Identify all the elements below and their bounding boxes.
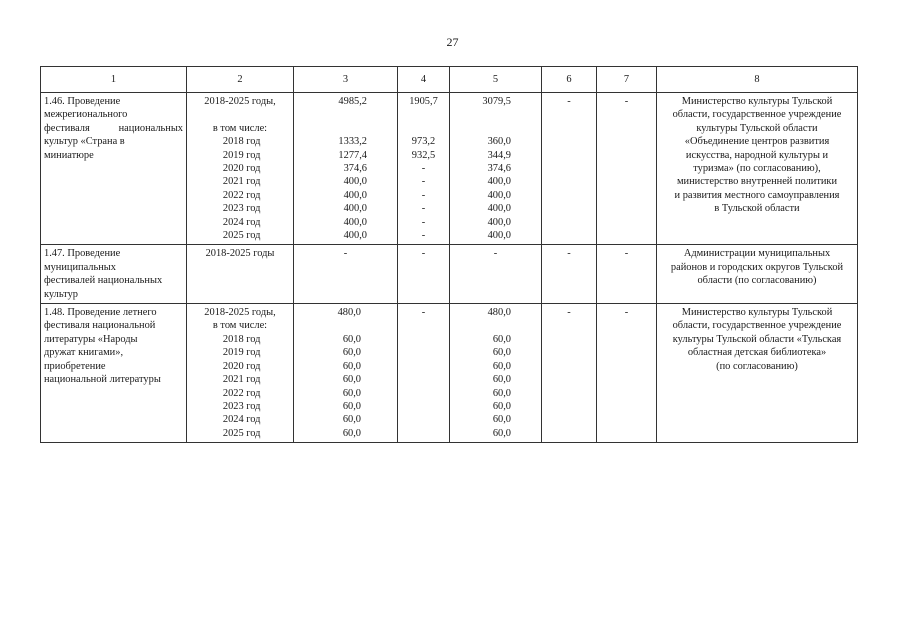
amount-value: - [421,216,426,228]
amount-value: 344,9 [487,149,511,161]
event-name-line: фестиваля национальных [44,122,183,134]
header-col-2: 2 [187,67,294,93]
year-label: 2022 год [222,387,261,399]
amount-value: 60,0 [492,400,511,412]
amount-cell-col4 [398,93,450,245]
amount-cell-col6 [542,304,597,443]
amount-total: - [624,248,629,260]
amount-cell-col5 [450,245,542,304]
amount-cell-col5 [450,304,542,443]
period-cell [187,304,294,443]
year-label: 2020 год [222,360,261,372]
amount-value: 973,2 [411,136,436,148]
amount-cell-col5 [450,93,542,245]
amount-value: 400,0 [487,203,511,215]
event-name-cell [41,93,187,245]
year-label: 2018 год [222,333,261,345]
header-col-3: 3 [294,67,398,93]
amount-cell-col3 [294,245,398,304]
table-row [41,304,858,443]
year-label: 2021 год [222,176,261,188]
amount-value: 60,0 [342,347,361,359]
event-name-line: культур [44,288,78,300]
year-label: 2021 год [222,374,261,386]
amount-value: 400,0 [487,189,511,201]
amount-value: 60,0 [342,427,361,439]
org-line: министерство внутренней политики [676,176,838,188]
year-label: 2023 год [222,203,261,215]
amount-value: - [421,230,426,242]
amount-value: 400,0 [343,203,367,215]
header-col-6: 6 [542,67,597,93]
amount-value: 400,0 [343,189,367,201]
org-line: районов и городских округов Тульской [670,261,844,273]
event-name-line: фестивалей национальных [44,275,163,287]
amount-total: - [421,307,426,319]
org-line: Администрации муниципальных [683,248,831,260]
org-line: области, государственное учреждение [672,320,842,332]
org-line: Министерство культуры Тульской [681,307,833,319]
period-main: 2018-2025 годы, [204,307,276,319]
amount-value: 60,0 [492,360,511,372]
responsible-org-cell [657,304,858,443]
amount-value: 932,5 [411,149,436,161]
amount-value: 1277,4 [338,149,367,161]
amount-value: 374,6 [343,163,367,174]
event-name-line: дружат книгами», [44,347,124,359]
org-line: области (по согласованию) [697,275,817,287]
amount-value: 60,0 [342,374,361,386]
year-label: 2020 год [222,163,261,175]
amount-value: 400,0 [343,216,367,228]
org-line: «Объединение центров развития [684,136,830,148]
amount-value: 400,0 [487,216,511,228]
year-label: 2025 год [222,230,261,242]
year-label: 2019 год [222,149,261,161]
org-line: в Тульской области [714,203,800,215]
amount-value: 60,0 [492,414,511,426]
org-line: культуры Тульской области [696,122,818,134]
event-name-line: миниатюре [44,149,94,161]
org-line: и развития местного самоуправления [674,189,840,201]
period-main: 2018-2025 годы [205,248,275,260]
amount-value: - [421,176,426,188]
amount-cell-col3 [294,93,398,245]
period-cell [187,245,294,304]
amount-cell-col3 [294,304,398,443]
event-name-line: национальной литературы [44,374,161,386]
period-main: 2018-2025 годы, [204,96,276,107]
amount-total: 4985,2 [338,96,367,107]
period-cell [187,93,294,245]
amount-value: 60,0 [342,333,361,345]
amount-value: 400,0 [343,230,367,242]
amount-total: 3079,5 [482,96,511,107]
responsible-org-cell [657,93,858,245]
event-name-line: приобретение [44,360,106,372]
header-col-8: 8 [657,67,858,93]
amount-total: 480,0 [337,307,361,319]
amount-value: 60,0 [492,387,511,399]
year-label: 2018 год [222,136,261,148]
header-row [41,67,858,93]
org-line: областная детская библиотека» [687,347,827,359]
amount-value: 374,6 [487,163,511,174]
year-label: 2024 год [222,414,261,426]
header-col-5: 5 [450,67,542,93]
event-name-line: муниципальных [44,261,116,273]
org-line: культуры Тульской области «Тульская [672,333,842,345]
amount-value: 60,0 [342,400,361,412]
org-line: туризма» (по согласованию), [693,163,821,175]
budget-table [40,66,858,443]
event-name-line [44,135,183,148]
amount-total: - [567,248,571,260]
amount-total: - [421,248,426,260]
org-line: Министерство культуры Тульской [681,96,833,107]
amount-value: 400,0 [487,230,511,242]
amount-total: - [567,307,571,319]
amount-total: 1905,7 [409,96,438,107]
org-line: (по согласованию) [716,360,798,372]
year-label: 2023 год [222,400,261,412]
event-name-line: 1.46. Проведение [44,96,121,107]
amount-value: - [421,163,426,174]
year-label: 2025 год [222,427,261,439]
table-row [41,93,858,245]
amount-total: - [493,248,498,260]
amount-value: - [421,203,426,215]
amount-cell-col7 [597,93,657,245]
amount-value: 1333,2 [338,136,367,148]
year-label: 2024 год [222,216,261,228]
org-line: области, государственное учреждение [672,109,842,121]
table-row [41,245,858,304]
event-name-cell [41,304,187,443]
amount-total: - [624,96,629,107]
event-name-line: 1.48. Проведение летнего [44,307,157,319]
amount-value: 60,0 [492,333,511,345]
amount-cell-col4 [398,245,450,304]
period-sub: в том числе: [212,320,268,332]
amount-value: 60,0 [342,387,361,399]
amount-total: 480,0 [487,307,511,319]
header-col-7: 7 [597,67,657,93]
period-sub: в том числе: [212,122,268,134]
amount-cell-col6 [542,93,597,245]
amount-total: - [343,248,348,260]
amount-value: 400,0 [487,176,511,188]
event-name-line: межрегионального [44,109,128,121]
amount-value: - [421,189,426,201]
amount-cell-col7 [597,245,657,304]
amount-total: - [567,96,571,107]
amount-value: 360,0 [487,136,511,148]
page-number: 27 [446,35,459,49]
year-label: 2022 год [222,189,261,201]
event-name-line: литературы «Народы [44,333,138,345]
header-col-1: 1 [41,67,187,93]
amount-value: 60,0 [492,427,511,439]
amount-total: - [624,307,629,319]
event-name-line: фестиваля национальной [44,320,156,332]
responsible-org-cell [657,245,858,304]
header-col-4: 4 [398,67,450,93]
amount-value: 400,0 [343,176,367,188]
amount-value: 60,0 [492,347,511,359]
event-name-cell [41,245,187,304]
amount-cell-col4 [398,304,450,443]
amount-value: 60,0 [492,374,511,386]
event-name-line: 1.47. Проведение [44,248,121,260]
amount-value: 60,0 [342,414,361,426]
amount-cell-col7 [597,304,657,443]
org-line: искусства, народной культуры и [685,149,829,161]
year-label: 2019 год [222,347,261,359]
event-name-word: культур «Страна в [44,136,125,148]
amount-cell-col6 [542,245,597,304]
amount-value: 60,0 [342,360,361,372]
